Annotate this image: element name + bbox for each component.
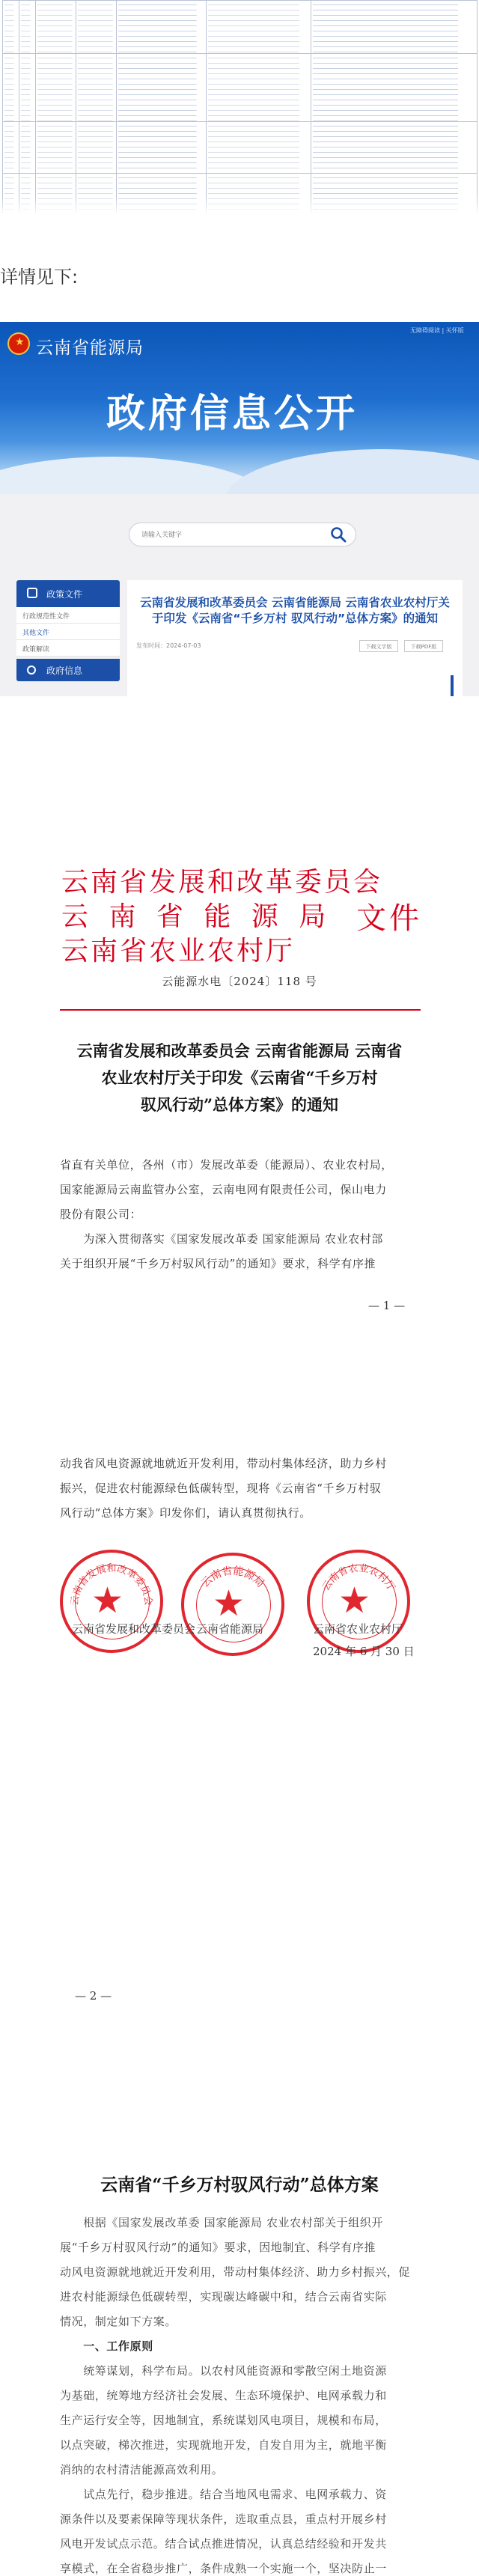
table-cell — [76, 122, 117, 174]
svg-text:云南省发展和改革委员会 — [70, 1563, 154, 1607]
search-icon[interactable] — [329, 526, 347, 543]
table-cell — [117, 1, 207, 54]
red-head-agri: 云南省农业农村厅 — [61, 936, 296, 966]
plan-line: 源条件以及要素保障等现状条件，选取重点县，重点村开展乡村 — [60, 2512, 387, 2526]
table-cell — [3, 54, 19, 122]
table-cell — [117, 122, 207, 174]
table-cell — [19, 122, 36, 174]
site-name[interactable]: 云南省能源局 — [36, 338, 144, 358]
table-cell — [76, 1, 117, 54]
red-head-suffix: 文件 — [356, 901, 422, 936]
sidebar-item-other-documents[interactable]: 其他文件 — [16, 624, 120, 640]
table-cell — [207, 54, 311, 122]
signer-ndrc: 云南省发展和改革委员会 — [72, 1622, 196, 1636]
star-icon: ★ — [15, 336, 25, 348]
star-icon: ★ — [338, 1580, 371, 1622]
sidebar-header[interactable] — [16, 580, 120, 607]
table-cell — [19, 1, 36, 54]
star-icon: ★ — [213, 1583, 245, 1625]
national-emblem-icon — [7, 332, 30, 355]
body-line: 股份有限公司： — [60, 1208, 142, 1221]
cropped-table — [2, 0, 478, 214]
page-number: — 2 — — [75, 1989, 112, 2003]
table-cell — [36, 54, 76, 122]
table-cell — [76, 54, 117, 122]
plan-line: 以点突破，梯次推进，实现就地开发，自发自用为主，就地平衡 — [60, 2438, 387, 2452]
svg-text:云南省能源局 — [199, 1565, 266, 1590]
notice-title-line: 驭风行动”总体方案》的通知 — [140, 1095, 339, 1114]
article-date: 发布时间：2024-07-03 — [136, 642, 201, 649]
sidebar-section-label: 政府信息 — [46, 666, 83, 676]
seal-agri — [307, 1550, 410, 1653]
plan-line: 消纳的农村清洁能源高效利用。 — [60, 2463, 224, 2476]
red-head-energy: 云 南 省 能 源 局 — [61, 901, 332, 932]
download-text-button[interactable]: 下载文字版 — [359, 640, 398, 652]
table-cell — [117, 54, 207, 122]
plan-line: 动风电资源就地就近开发利用，带动村集体经济、助力乡村振兴，促 — [60, 2265, 411, 2279]
svg-text:云南省农业农村厅 — [320, 1563, 397, 1593]
table-cell — [3, 1, 19, 54]
plan-line: 情况，制定如下方案。 — [60, 2315, 177, 2328]
portal-banner — [0, 322, 479, 494]
plan-line: 一、工作原则 — [60, 2339, 153, 2353]
table-row — [3, 54, 478, 122]
table-cell — [311, 1, 478, 54]
plan-line: 为基础，统筹地方经济社会发展、生态环境保护、电网承载力和 — [60, 2389, 387, 2402]
signer-agri: 云南省农业农村厅 — [313, 1622, 403, 1636]
strip-fade — [0, 196, 479, 214]
sidebar-item-normative-documents[interactable]: 行政规范性文件 — [16, 607, 120, 624]
sidebar-section-gov-info[interactable] — [16, 659, 120, 681]
body-line: 动我省风电资源就地就近开发利用，带动村集体经济，助力乡村 — [60, 1457, 387, 1470]
body-line: 为深入贯彻落实《国家发展改革委 国家能源局 农业农村部 — [60, 1232, 383, 1246]
star-icon: ★ — [91, 1580, 124, 1622]
notice-title-line: 云南省发展和改革委员会 云南省能源局 云南省 — [76, 1041, 403, 1060]
sidebar-item-policy-interpretation[interactable]: 政策解读 — [16, 640, 120, 657]
search-box[interactable] — [129, 523, 356, 546]
signer-energy: 云南省能源局 — [196, 1622, 264, 1636]
plan-title: 云南省“千乡万村驭风行动”总体方案 — [100, 2175, 379, 2195]
download-pdf-button[interactable]: 下载PDF版 — [404, 640, 443, 652]
body-line: 关于组织开展“千乡万村驭风行动”的通知》要求，科学有序推 — [60, 1257, 376, 1270]
info-icon — [27, 666, 36, 675]
plan-line: 试点先行，稳步推进。结合当地风电需求、电网承载力、资 — [60, 2488, 387, 2501]
seal-ndrc — [60, 1550, 163, 1653]
page-number: — 1 — — [368, 1299, 406, 1312]
plan-line: 生产运行安全等，因地制宜，系统谋划风电项目，规模和布局， — [60, 2414, 387, 2427]
table-cell — [207, 1, 311, 54]
doc-number: 云能源水电〔2024〕118 号 — [162, 975, 317, 988]
plan-line: 统筹谋划，科学布局。以农村风能资源和零散空闲土地资源 — [60, 2364, 387, 2378]
seal-energy — [181, 1553, 284, 1656]
seal-text: 云南省农业农村厅 — [320, 1562, 397, 1593]
table-cell — [3, 122, 19, 174]
body-line: 振兴，促进农村能源绿色低碳转型，现将《云南省“千乡万村驭 — [60, 1482, 382, 1495]
portal-screenshot — [0, 322, 479, 696]
notice-title-line: 农业农村厅关于印发《云南省“千乡万村 — [101, 1068, 378, 1087]
scroll-marker — [451, 675, 454, 696]
portal-heading: 政府信息公开 — [106, 392, 359, 436]
document-icon — [27, 588, 37, 598]
plan-line: 根据《国家发展改革委 国家能源局 农业农村部关于组织开 — [60, 2216, 383, 2229]
table-cell — [311, 122, 478, 174]
top-links[interactable]: 无障碍阅读 | 关怀版 — [410, 327, 464, 334]
plan-line: 展“千乡万村驭风行动”的通知》要求，因地制宜、科学有序推 — [60, 2241, 376, 2254]
red-head-ndrc: 云南省发展和改革委员会 — [61, 867, 383, 898]
table-cell — [207, 122, 311, 174]
article-title: 云南省发展和改革委员会 云南省能源局 云南省农业农村厅关于印发《云南省“千乡万村 驭风行动”总体方案》的通知 — [140, 596, 450, 625]
body-line: 省直有关单位，各州（市）发展改革委（能源局）、农业农村局， — [60, 1158, 393, 1172]
plan-line: 进农村能源绿色低碳转型，实现碳达峰碳中和，结合云南省实际 — [60, 2290, 387, 2304]
seal-text: 云南省能源局 — [198, 1565, 267, 1590]
plan-line: 风电开发试点示范。结合试点推进情况，认真总结经验和开发共 — [60, 2537, 387, 2551]
sidebar — [16, 580, 120, 696]
table-cell — [36, 1, 76, 54]
table-cell — [19, 54, 36, 122]
red-divider — [60, 1009, 421, 1011]
article-card — [127, 580, 463, 696]
table-row — [3, 122, 478, 174]
seal-text: 云南省发展和改革委员会 — [69, 1563, 154, 1607]
search-input[interactable] — [140, 527, 323, 543]
details-label: 详情见下: — [0, 267, 79, 287]
plan-line: 享模式，在全省稳步推广，条件成熟一个实施一个，坚决防止一 — [60, 2562, 387, 2575]
body-line: 风行动”总体方案》印发你们，请认真贯彻执行。 — [60, 1506, 311, 1520]
sign-date: 2024 年 6 月 30 日 — [313, 1645, 415, 1658]
table-image-strip — [0, 0, 479, 214]
body-line: 国家能源局云南监管办公室，云南电网有限责任公司，保山电力 — [60, 1183, 387, 1196]
table-row — [3, 1, 478, 54]
table-cell — [311, 54, 478, 122]
table-cell — [36, 122, 76, 174]
sidebar-header-label: 政策文件 — [46, 589, 83, 600]
